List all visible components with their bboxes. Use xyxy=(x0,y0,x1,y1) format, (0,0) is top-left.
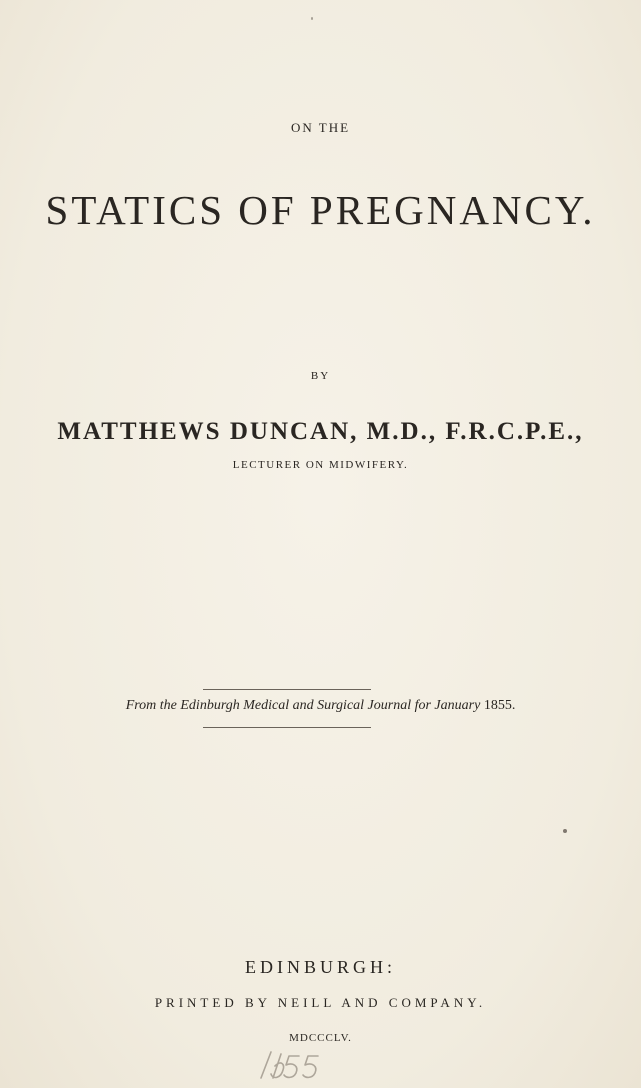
handwritten-date xyxy=(255,1048,325,1082)
source-journal: From the Edinburgh Medical and Surgical Journal for January xyxy=(125,698,481,713)
divider-rule-top xyxy=(203,689,371,690)
source-citation xyxy=(0,698,641,714)
by-text: BY xyxy=(310,370,331,382)
divider-rule-bottom xyxy=(203,727,371,728)
author-role: LECTURER ON MIDWIFERY. xyxy=(232,459,409,471)
imprint-city: EDINBURGH: xyxy=(245,957,396,977)
book-title: STATICS OF PREGNANCY. xyxy=(45,187,596,233)
source-year: 1855. xyxy=(483,698,516,713)
ink-spot xyxy=(563,829,567,833)
author-name: MATTHEWS DUNCAN, M.D., F.R.C.P.E., xyxy=(57,418,584,445)
preamble-text: ON THE xyxy=(290,120,351,135)
ink-speck xyxy=(311,17,313,20)
imprint-year: MDCCCLV. xyxy=(289,1032,352,1044)
imprint-printer: PRINTED BY NEILL AND COMPANY. xyxy=(154,995,487,1010)
